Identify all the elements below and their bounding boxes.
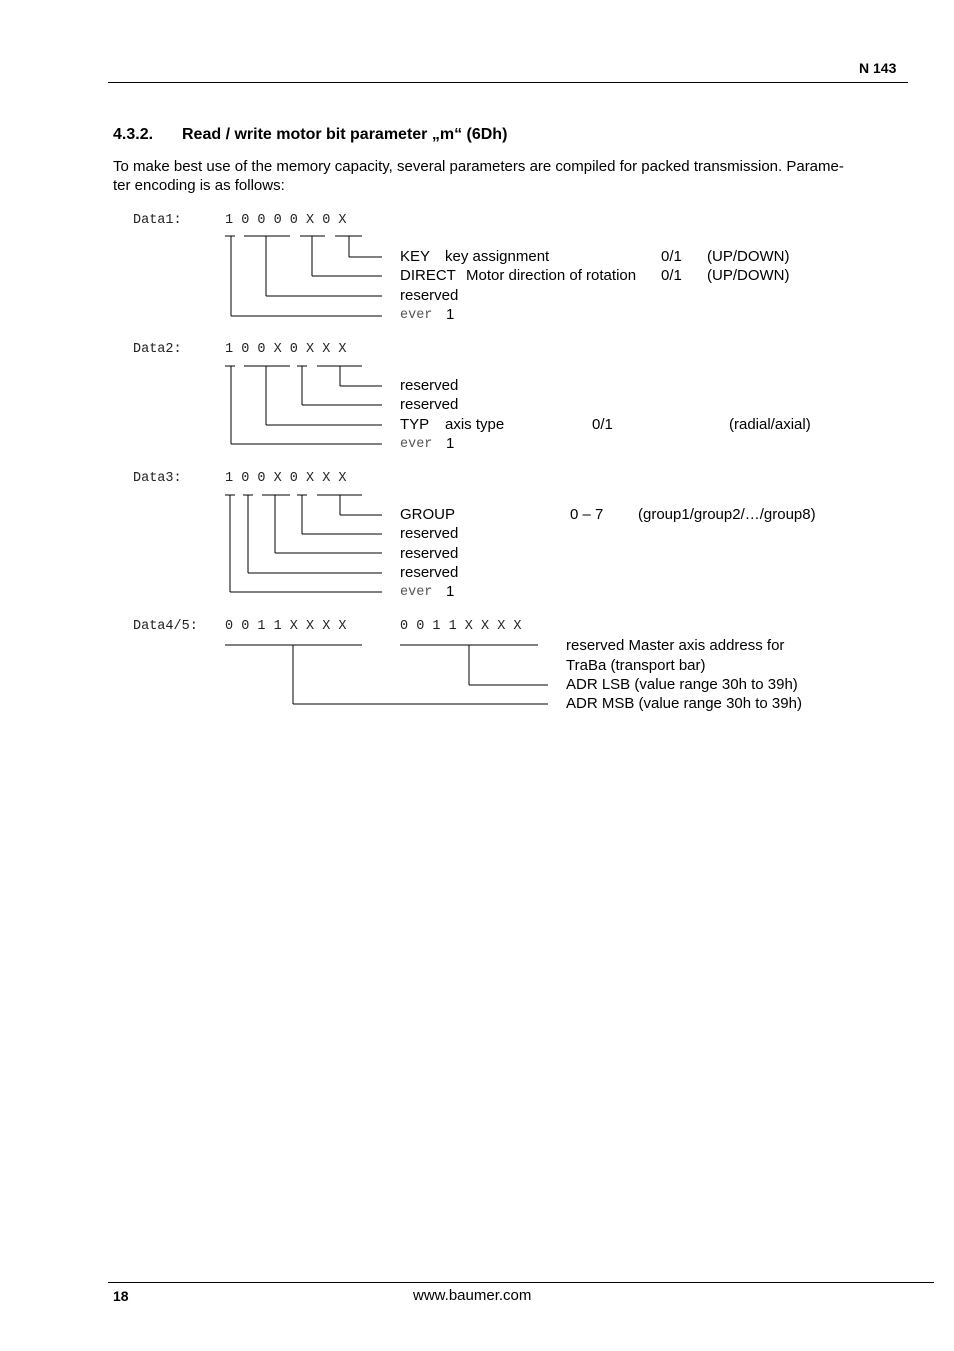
data1-key-name: KEY	[400, 248, 431, 265]
data2-ever: ever	[400, 437, 433, 452]
page-number: 18	[113, 1288, 129, 1304]
data3-bits: 1 0 0 X 0 X X X	[225, 471, 347, 486]
data3-group-value: 0 – 7	[570, 506, 604, 523]
data3-group-name: GROUP	[400, 506, 456, 523]
intro-line-1: To make best use of the memory capacity, several parameters are compiled for packed transmission. Parame-	[113, 158, 844, 175]
data1-direct-desc: Motor direction of rotation	[466, 267, 637, 284]
section-number: 4.3.2.	[113, 126, 154, 143]
footer-rule	[108, 1282, 934, 1283]
data1-key-value: 0/1	[661, 248, 682, 265]
data45-traba: TraBa (transport bar)	[566, 657, 706, 674]
data1-ever: ever	[400, 308, 433, 323]
data2-bits: 1 0 0 X 0 X X X	[225, 342, 347, 357]
data3-reserved-2: reserved	[400, 545, 459, 562]
data1-direct-name: DIRECT	[400, 267, 456, 284]
data45-bits-b: 0 0 1 1 X X X X	[400, 619, 522, 634]
data45-reserved: reserved Master axis address for	[566, 637, 785, 654]
data1-direct-range: (UP/DOWN)	[707, 267, 790, 284]
data2-typ-value: 0/1	[592, 416, 613, 433]
doc-id: N 143	[859, 60, 897, 76]
data1-direct-value: 0/1	[661, 267, 682, 284]
data1-reserved: reserved	[400, 287, 459, 304]
data3-label: Data3:	[133, 471, 182, 486]
intro-line-2: ter encoding is as follows:	[113, 177, 285, 194]
footer-url[interactable]: www.baumer.com	[413, 1287, 532, 1304]
data45-bits-a: 0 0 1 1 X X X X	[225, 619, 347, 634]
data2-label: Data2:	[133, 342, 182, 357]
section-title: Read / write motor bit parameter „m“ (6Dh)	[182, 126, 508, 143]
data1-bits: 1 0 0 0 0 X 0 X	[225, 213, 347, 228]
data3-ever: ever	[400, 585, 433, 600]
data1-key-desc: key assignment	[445, 248, 550, 265]
data2-typ-name: TYP	[400, 416, 430, 433]
data3-reserved-3: reserved	[400, 564, 459, 581]
data45-adr-lsb: ADR LSB (value range 30h to 39h)	[566, 676, 798, 693]
data45-label: Data4/5:	[133, 619, 198, 634]
data2-typ-range: (radial/axial)	[729, 416, 811, 433]
data3-reserved-1: reserved	[400, 525, 459, 542]
data1-ever-value: 1	[446, 306, 455, 323]
data1-key-range: (UP/DOWN)	[707, 248, 790, 265]
data2-typ-desc: axis type	[445, 416, 505, 433]
data2-ever-value: 1	[446, 435, 455, 452]
data1-label: Data1:	[133, 213, 182, 228]
data3-group-range: (group1/group2/…/group8)	[638, 506, 816, 523]
data2-reserved-2: reserved	[400, 396, 459, 413]
data45-adr-msb: ADR MSB (value range 30h to 39h)	[566, 695, 802, 712]
data2-reserved-1: reserved	[400, 377, 459, 394]
data3-ever-value: 1	[446, 583, 455, 600]
